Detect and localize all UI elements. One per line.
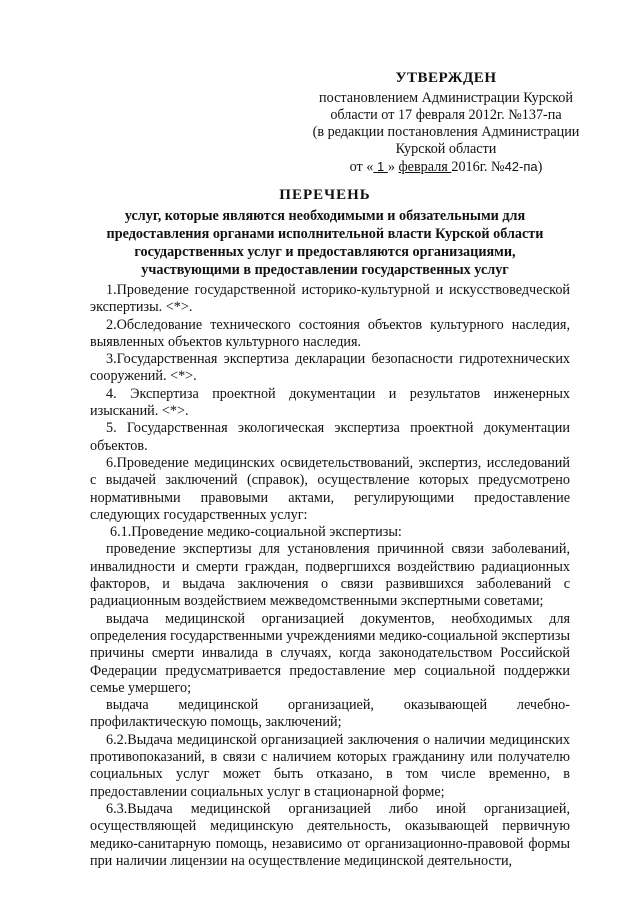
approval-heading: УТВЕРЖДЕН xyxy=(395,70,497,86)
date-mid: » xyxy=(387,159,395,175)
paragraph-6: 6.Проведение медицинских освидетельствований, экспертиз, исследований с выдачей заключений (справок), осуществление которых предусмотрено нормативными правовыми актами, регулирующими предоставление следующих государственных услуг: xyxy=(90,454,570,523)
date-prefix: от « xyxy=(349,159,374,175)
approval-stamp xyxy=(296,70,596,176)
approval-line-1: постановлением Администрации Курской xyxy=(319,90,573,106)
paragraph-3: 3.Государственная экспертиза декларации безопасности гидротехнических сооружений. <*>. xyxy=(90,351,570,385)
document-title: ПЕРЕЧЕНЬ xyxy=(279,187,371,203)
paragraph-1: 1.Проведение государственной историко-культурной и искусствоведческой экспертизы. <*>. xyxy=(90,282,570,316)
date-number: 42-па xyxy=(504,159,538,174)
approval-line-2: области от 17 февраля 2012г. №137-па xyxy=(330,107,562,123)
approval-line-3: (в редакции постановления Администрации xyxy=(312,124,580,140)
paragraph-4: 4. Экспертиза проектной документации и результатов инженерных изысканий. <*>. xyxy=(90,385,570,420)
approval-date-line xyxy=(296,158,596,176)
paragraph-6-2: 6.2.Выдача медицинской организацией заключения о наличии медицинских противопоказаний, в связи с наличием которых гражданину или получателю социальных услуг может быть отказано, в том числе временно, в предоставлении социальных услуг в стационарной форме; xyxy=(90,731,570,800)
paragraph-6-1-c: выдача медицинской организацией, оказывающей лечебно-профилактическую помощь, заключений; xyxy=(90,697,570,731)
date-day: 1 xyxy=(373,159,388,174)
date-year: 2016г. № xyxy=(451,159,505,175)
approval-line-4: Курской области xyxy=(395,141,497,157)
document-subtitle: услуг, которые являются необходимыми и обязательными для предоставления органами исполнительной власти Курской области государственных услуг и предоставляются организациями, участвующими в предоставлении государственных услуг xyxy=(106,208,544,278)
paragraph-2: 2.Обследование технического состояния объектов культурного наследия, выявленных объектов культурного наследия. xyxy=(90,316,570,350)
date-close: ) xyxy=(537,159,543,175)
paragraph-5: 5. Государственная экологическая экспертиза проектной документации объектов. xyxy=(90,420,570,454)
paragraph-6-1-b: выдача медицинской организацией документов, необходимых для определения государственными учреждениями медико-социальной экспертизы причины смерти инвалида в случаях, когда законодательством Российской Федерации предусматривается предоставление мер социальной поддержки семье умершего; xyxy=(90,610,570,696)
document-body xyxy=(90,282,570,870)
paragraph-6-1-a: проведение экспертизы для установления причинной связи заболеваний, инвалидности и смерти граждан, подвергшихся воздействию радиационных факторов, и выдача заключения о связи развившихся заболеваний с радиационным воздействием межведомственными экспертными советами; xyxy=(90,541,570,610)
paragraph-6-1: 6.1.Проведение медико-социальной экспертизы: xyxy=(110,524,402,541)
date-month: февраля xyxy=(398,159,452,175)
paragraph-6-3: 6.3.Выдача медицинской организацией либо иной организацией, осуществляющей медицинскую деятельность, оказывающей первичную медико-санитарную помощь, независимо от организационно-правовой формы при наличии лицензии на осуществление медицинской деятельности, xyxy=(90,800,570,869)
